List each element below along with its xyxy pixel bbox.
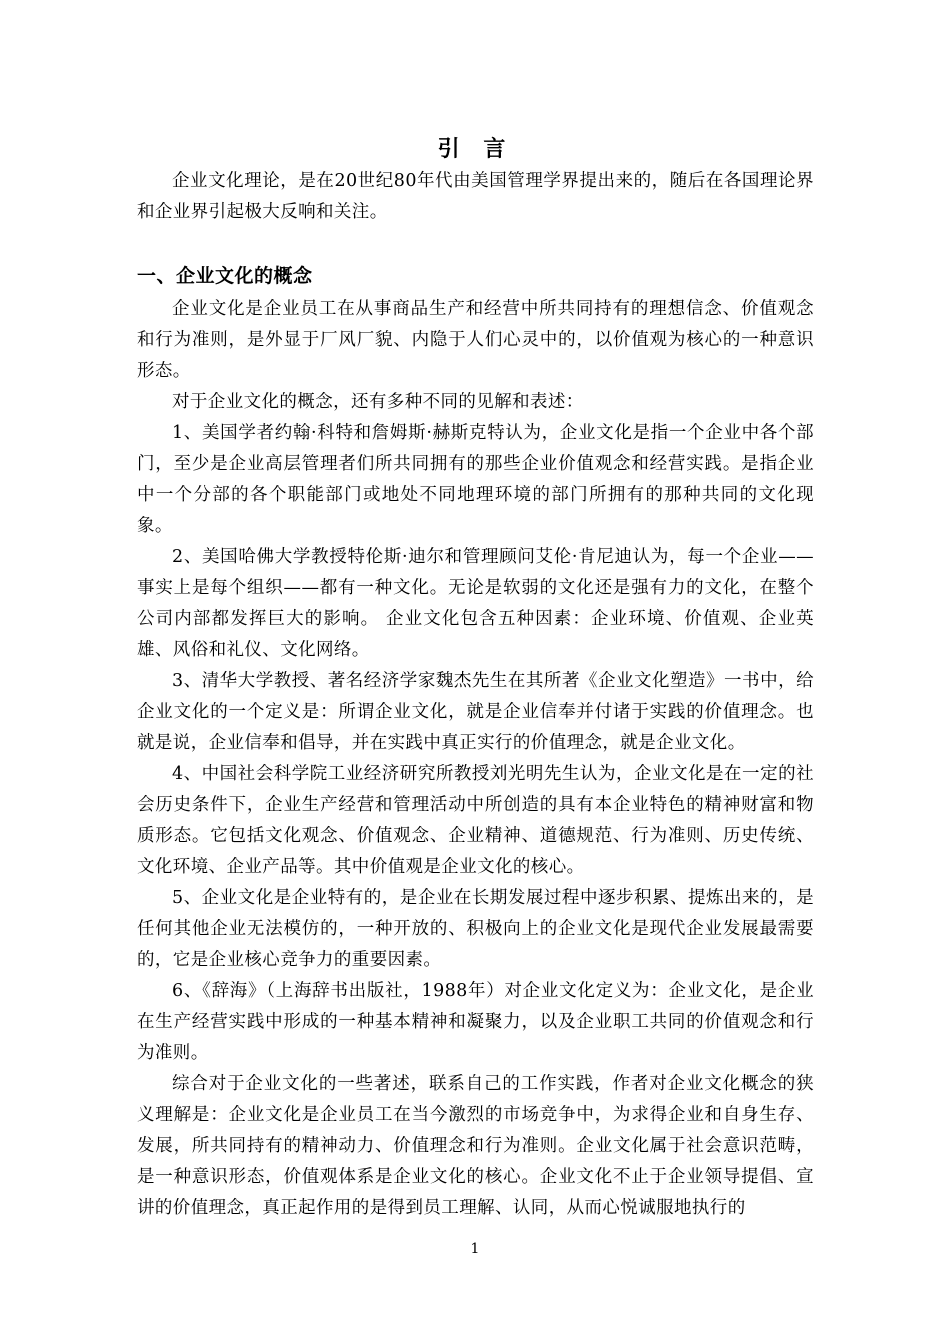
body-paragraph: 对于企业文化的概念，还有多种不同的见解和表述：	[172, 392, 584, 412]
section-heading: 一、企业文化的概念	[137, 265, 313, 287]
body-paragraph: 3、清华大学教授、著名经济学家魏杰先生在其所著《企业文化塑造》一书中，给企业文化的一个定义是：所谓企业文化，就是企业信奉并付诸于实践的价值理念。也就是说，企业信奉和倡导，并在实践中真正实行的价值理念，就是企业文化。	[137, 671, 814, 753]
page-number: 1	[470, 1241, 480, 1257]
body-paragraph: 2、美国哈佛大学教授特伦斯·迪尔和管理顾问艾伦·肯尼迪认为，每一个企业——事实上是每个组织——都有一种文化。无论是软弱的文化还是强有力的文化，在整个公司内部都发挥巨大的影响。 企业文化包含五种因素：企业环境、价值观、企业英雄、风俗和礼仪、文化网络。	[137, 547, 814, 660]
body-paragraph: 6、《辞海》（上海辞书出版社，1988年）对企业文化定义为：企业文化，是企业在生产经营实践中形成的一种基本精神和凝聚力，以及企业职工共同的价值观念和行为准则。	[137, 981, 814, 1063]
body-paragraph: 4、中国社会科学院工业经济研究所教授刘光明先生认为，企业文化是在一定的社会历史条件下，企业生产经营和管理活动中所创造的具有本企业特色的精神财富和物质形态。它包括文化观念、价值观念、企业精神、道德规范、行为准则、历史传统、文化环境、企业产品等。其中价值观是企业文化的核心。	[137, 764, 814, 877]
intro-paragraph: 企业文化理论，是在20世纪80年代由美国管理学界提出来的，随后在各国理论界和企业界引起极大反响和关注。	[137, 171, 814, 222]
body-paragraph: 1、美国学者约翰·科特和詹姆斯·赫斯克特认为，企业文化是指一个企业中各个部门，至少是企业高层管理者们所共同拥有的那些企业价值观念和经营实践。是指企业中一个分部的各个职能部门或地处不同地理环境的部门所拥有的那种共同的文化现象。	[137, 423, 814, 536]
body-paragraph: 企业文化是企业员工在从事商品生产和经营中所共同持有的理想信念、价值观念和行为准则，是外显于厂风厂貌、内隐于人们心灵中的，以价值观为核心的一种意识形态。	[137, 299, 814, 381]
body-paragraph: 综合对于企业文化的一些著述，联系自己的工作实践，作者对企业文化概念的狭义理解是：企业文化是企业员工在当今激烈的市场竞争中，为求得企业和自身生存、发展，所共同持有的精神动力、价值理念和行为准则。企业文化属于社会意识范畴，是一种意识形态，价值观体系是企业文化的核心。企业文化不止于企业领导提倡、宣讲的价值理念，真正起作用的是得到员工理解、认同，从而心悦诚服地执行的	[137, 1074, 814, 1218]
section-spacer	[137, 228, 814, 258]
body-paragraph: 5、企业文化是企业特有的，是企业在长期发展过程中逐步积累、提炼出来的，是任何其他企业无法模仿的，一种开放的、积极向上的企业文化是现代企业发展最需要的，它是企业核心竞争力的重要因素。	[137, 888, 814, 970]
page-content	[137, 134, 814, 1224]
page-title: 引 言	[437, 137, 514, 162]
